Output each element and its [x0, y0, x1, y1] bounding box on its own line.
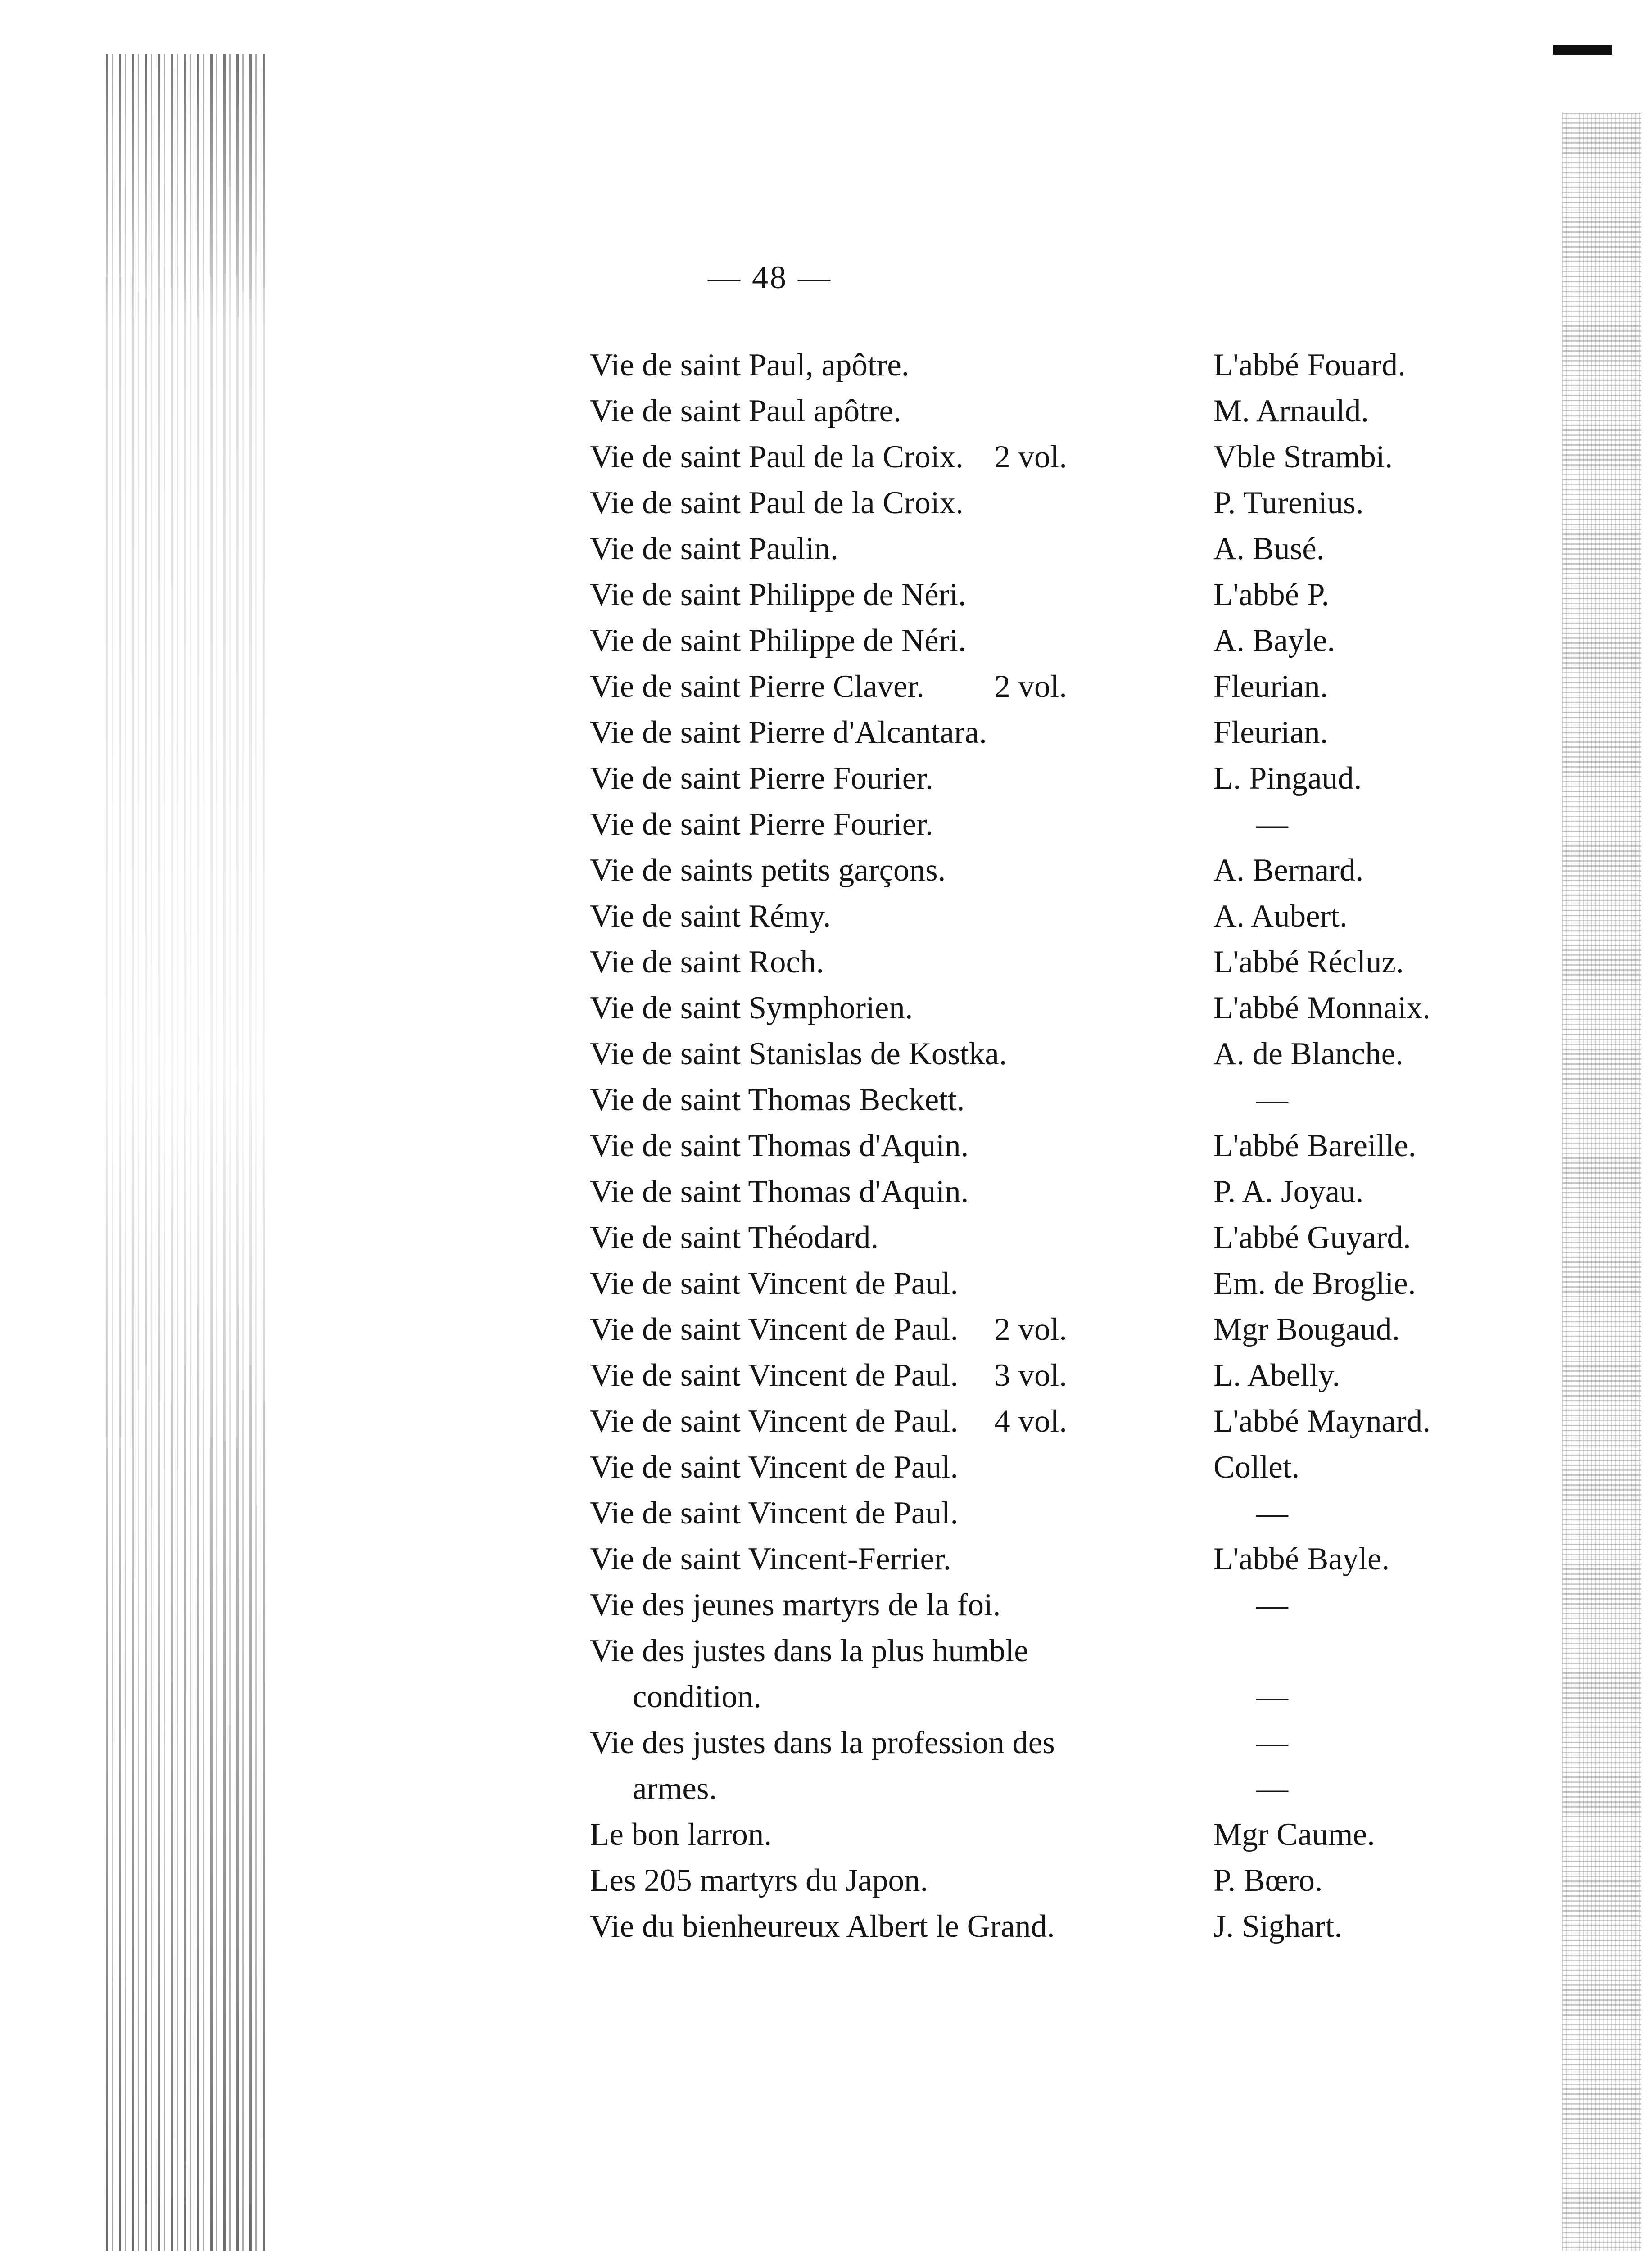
list-item [590, 939, 1535, 985]
ditto-dash: — [1256, 1679, 1288, 1714]
book-title: Vie de saint Symphorien. [590, 990, 913, 1026]
book-title: Vie des justes dans la plus humble [590, 1633, 1028, 1668]
list-item [590, 1490, 1535, 1536]
list-item [590, 985, 1535, 1031]
list-item [590, 893, 1535, 939]
ditto-dash: — [1256, 807, 1288, 842]
book-title: Vie de saint Paul de la Croix. [590, 439, 964, 475]
book-title: Vie de saint Philippe de Néri. [590, 577, 966, 612]
book-title: Le bon larron. [590, 1817, 772, 1852]
book-title: Vie de saint Vincent de Paul. [590, 1312, 959, 1347]
ditto-dash: — [1256, 1496, 1288, 1531]
list-item [590, 1306, 1535, 1352]
book-author: L'abbé Monnaix. [1213, 990, 1431, 1026]
list-item [590, 1261, 1535, 1306]
list-item [590, 801, 1535, 847]
book-author: Vble Strambi. [1213, 439, 1393, 475]
book-title: Vie des justes dans la profession des [590, 1725, 1055, 1760]
book-author: A. Busé. [1213, 531, 1325, 566]
book-author: L. Pingaud. [1213, 761, 1362, 796]
ditto-dash: — [1256, 1725, 1288, 1760]
volume-count: 3 vol. [994, 1358, 1067, 1393]
volume-count: 4 vol. [994, 1404, 1067, 1439]
book-title: Vie des jeunes martyrs de la foi. [590, 1587, 1001, 1623]
list-item [590, 755, 1535, 801]
book-title: Vie de saint Pierre Fourier. [590, 761, 933, 796]
book-title: Vie de saint Vincent de Paul. [590, 1266, 959, 1301]
list-item [590, 847, 1535, 893]
ditto-dash: — [1256, 1082, 1288, 1117]
book-author: L'abbé P. [1213, 577, 1330, 612]
book-title: Vie de saint Philippe de Néri. [590, 623, 966, 658]
ditto-dash: — [1256, 1587, 1288, 1623]
list-item [590, 572, 1535, 618]
list-item [590, 618, 1535, 664]
book-title: Vie de saint Paul apôtre. [590, 393, 901, 429]
book-author: J. Sighart. [1213, 1909, 1342, 1944]
book-author: L'abbé Bareille. [1213, 1128, 1417, 1163]
list-item [590, 1123, 1535, 1169]
list-item [590, 1536, 1535, 1582]
book-author: P. A. Joyau. [1213, 1174, 1364, 1209]
book-author: Fleurian. [1213, 669, 1328, 704]
book-title: Vie de saint Théodard. [590, 1220, 879, 1255]
book-title: Vie de saint Paul de la Croix. [590, 485, 964, 520]
book-author: L'abbé Guyard. [1213, 1220, 1411, 1255]
list-item [590, 1766, 1535, 1812]
book-author: L'abbé Récluz. [1213, 945, 1404, 980]
book-title: Les 205 martyrs du Japon. [590, 1863, 928, 1898]
list-item [590, 1444, 1535, 1490]
book-author: A. Aubert. [1213, 899, 1348, 934]
book-author: P. Bœro. [1213, 1863, 1323, 1898]
book-author: Mgr Caume. [1213, 1817, 1375, 1852]
book-title: Vie de saint Paul, apôtre. [590, 348, 910, 383]
book-title: Vie de saint Vincent de Paul. [590, 1358, 959, 1393]
scan-shadow-right [1562, 113, 1641, 2251]
book-title: Vie de saint Thomas Beckett. [590, 1082, 965, 1117]
scan-shadow-left-fade [106, 54, 268, 2251]
list-item [590, 1674, 1535, 1720]
volume-count: 2 vol. [994, 1312, 1067, 1347]
book-author: A. Bayle. [1213, 623, 1335, 658]
book-title: Vie de saint Vincent de Paul. [590, 1404, 959, 1439]
book-author: Collet. [1213, 1450, 1300, 1485]
list-item [590, 1812, 1535, 1858]
list-item [590, 1628, 1535, 1674]
book-title: Vie de saint Vincent-Ferrier. [590, 1541, 951, 1577]
list-item [590, 664, 1535, 710]
book-title: Vie de saint Paulin. [590, 531, 838, 566]
scan-mark-top-right [1553, 45, 1612, 55]
book-author: M. Arnauld. [1213, 393, 1369, 429]
volume-count: 2 vol. [994, 439, 1067, 475]
list-item [590, 1903, 1535, 1949]
list-item [590, 526, 1535, 572]
list-item [590, 1398, 1535, 1444]
book-title: Vie de saint Vincent de Paul. [590, 1496, 959, 1531]
book-title: Vie de saint Pierre Fourier. [590, 807, 933, 842]
list-item [590, 1720, 1535, 1766]
book-title: Vie de saint Stanislas de Kostka. [590, 1036, 1007, 1071]
page-number: — 48 — [708, 259, 832, 295]
list-item [590, 342, 1535, 388]
list-item [590, 388, 1535, 434]
book-title: Vie de saint Pierre Claver. [590, 669, 924, 704]
list-item [590, 1031, 1535, 1077]
book-title: Vie de saint Roch. [590, 945, 824, 980]
book-author: P. Turenius. [1213, 485, 1364, 520]
book-title-continuation: armes. [633, 1771, 717, 1806]
book-title: Vie de saint Rémy. [590, 899, 831, 934]
book-title: Vie de saint Pierre d'Alcantara. [590, 715, 987, 750]
list-item [590, 1858, 1535, 1903]
book-author: A. de Blanche. [1213, 1036, 1403, 1071]
book-author: L'abbé Fouard. [1213, 348, 1406, 383]
book-author: L. Abelly. [1213, 1358, 1340, 1393]
book-author: Fleurian. [1213, 715, 1328, 750]
list-item [590, 480, 1535, 526]
list-item [590, 1169, 1535, 1215]
list-item [590, 1077, 1535, 1123]
ditto-dash: — [1256, 1771, 1288, 1806]
book-title: Vie de saint Thomas d'Aquin. [590, 1128, 969, 1163]
book-author: A. Bernard. [1213, 853, 1364, 888]
list-item [590, 1352, 1535, 1398]
list-item [590, 710, 1535, 755]
book-title: Vie du bienheureux Albert le Grand. [590, 1909, 1055, 1944]
book-author: Mgr Bougaud. [1213, 1312, 1400, 1347]
book-title: Vie de saint Vincent de Paul. [590, 1450, 959, 1485]
book-title-continuation: condition. [633, 1679, 761, 1714]
book-title: Vie de saints petits garçons. [590, 853, 946, 888]
volume-count: 2 vol. [994, 669, 1067, 704]
book-author: L'abbé Maynard. [1213, 1404, 1430, 1439]
book-title: Vie de saint Thomas d'Aquin. [590, 1174, 969, 1209]
list-item [590, 434, 1535, 480]
list-item [590, 1215, 1535, 1261]
list-item [590, 1582, 1535, 1628]
book-author: Em. de Broglie. [1213, 1266, 1416, 1301]
book-author: L'abbé Bayle. [1213, 1541, 1390, 1577]
book-list [590, 342, 1535, 1949]
